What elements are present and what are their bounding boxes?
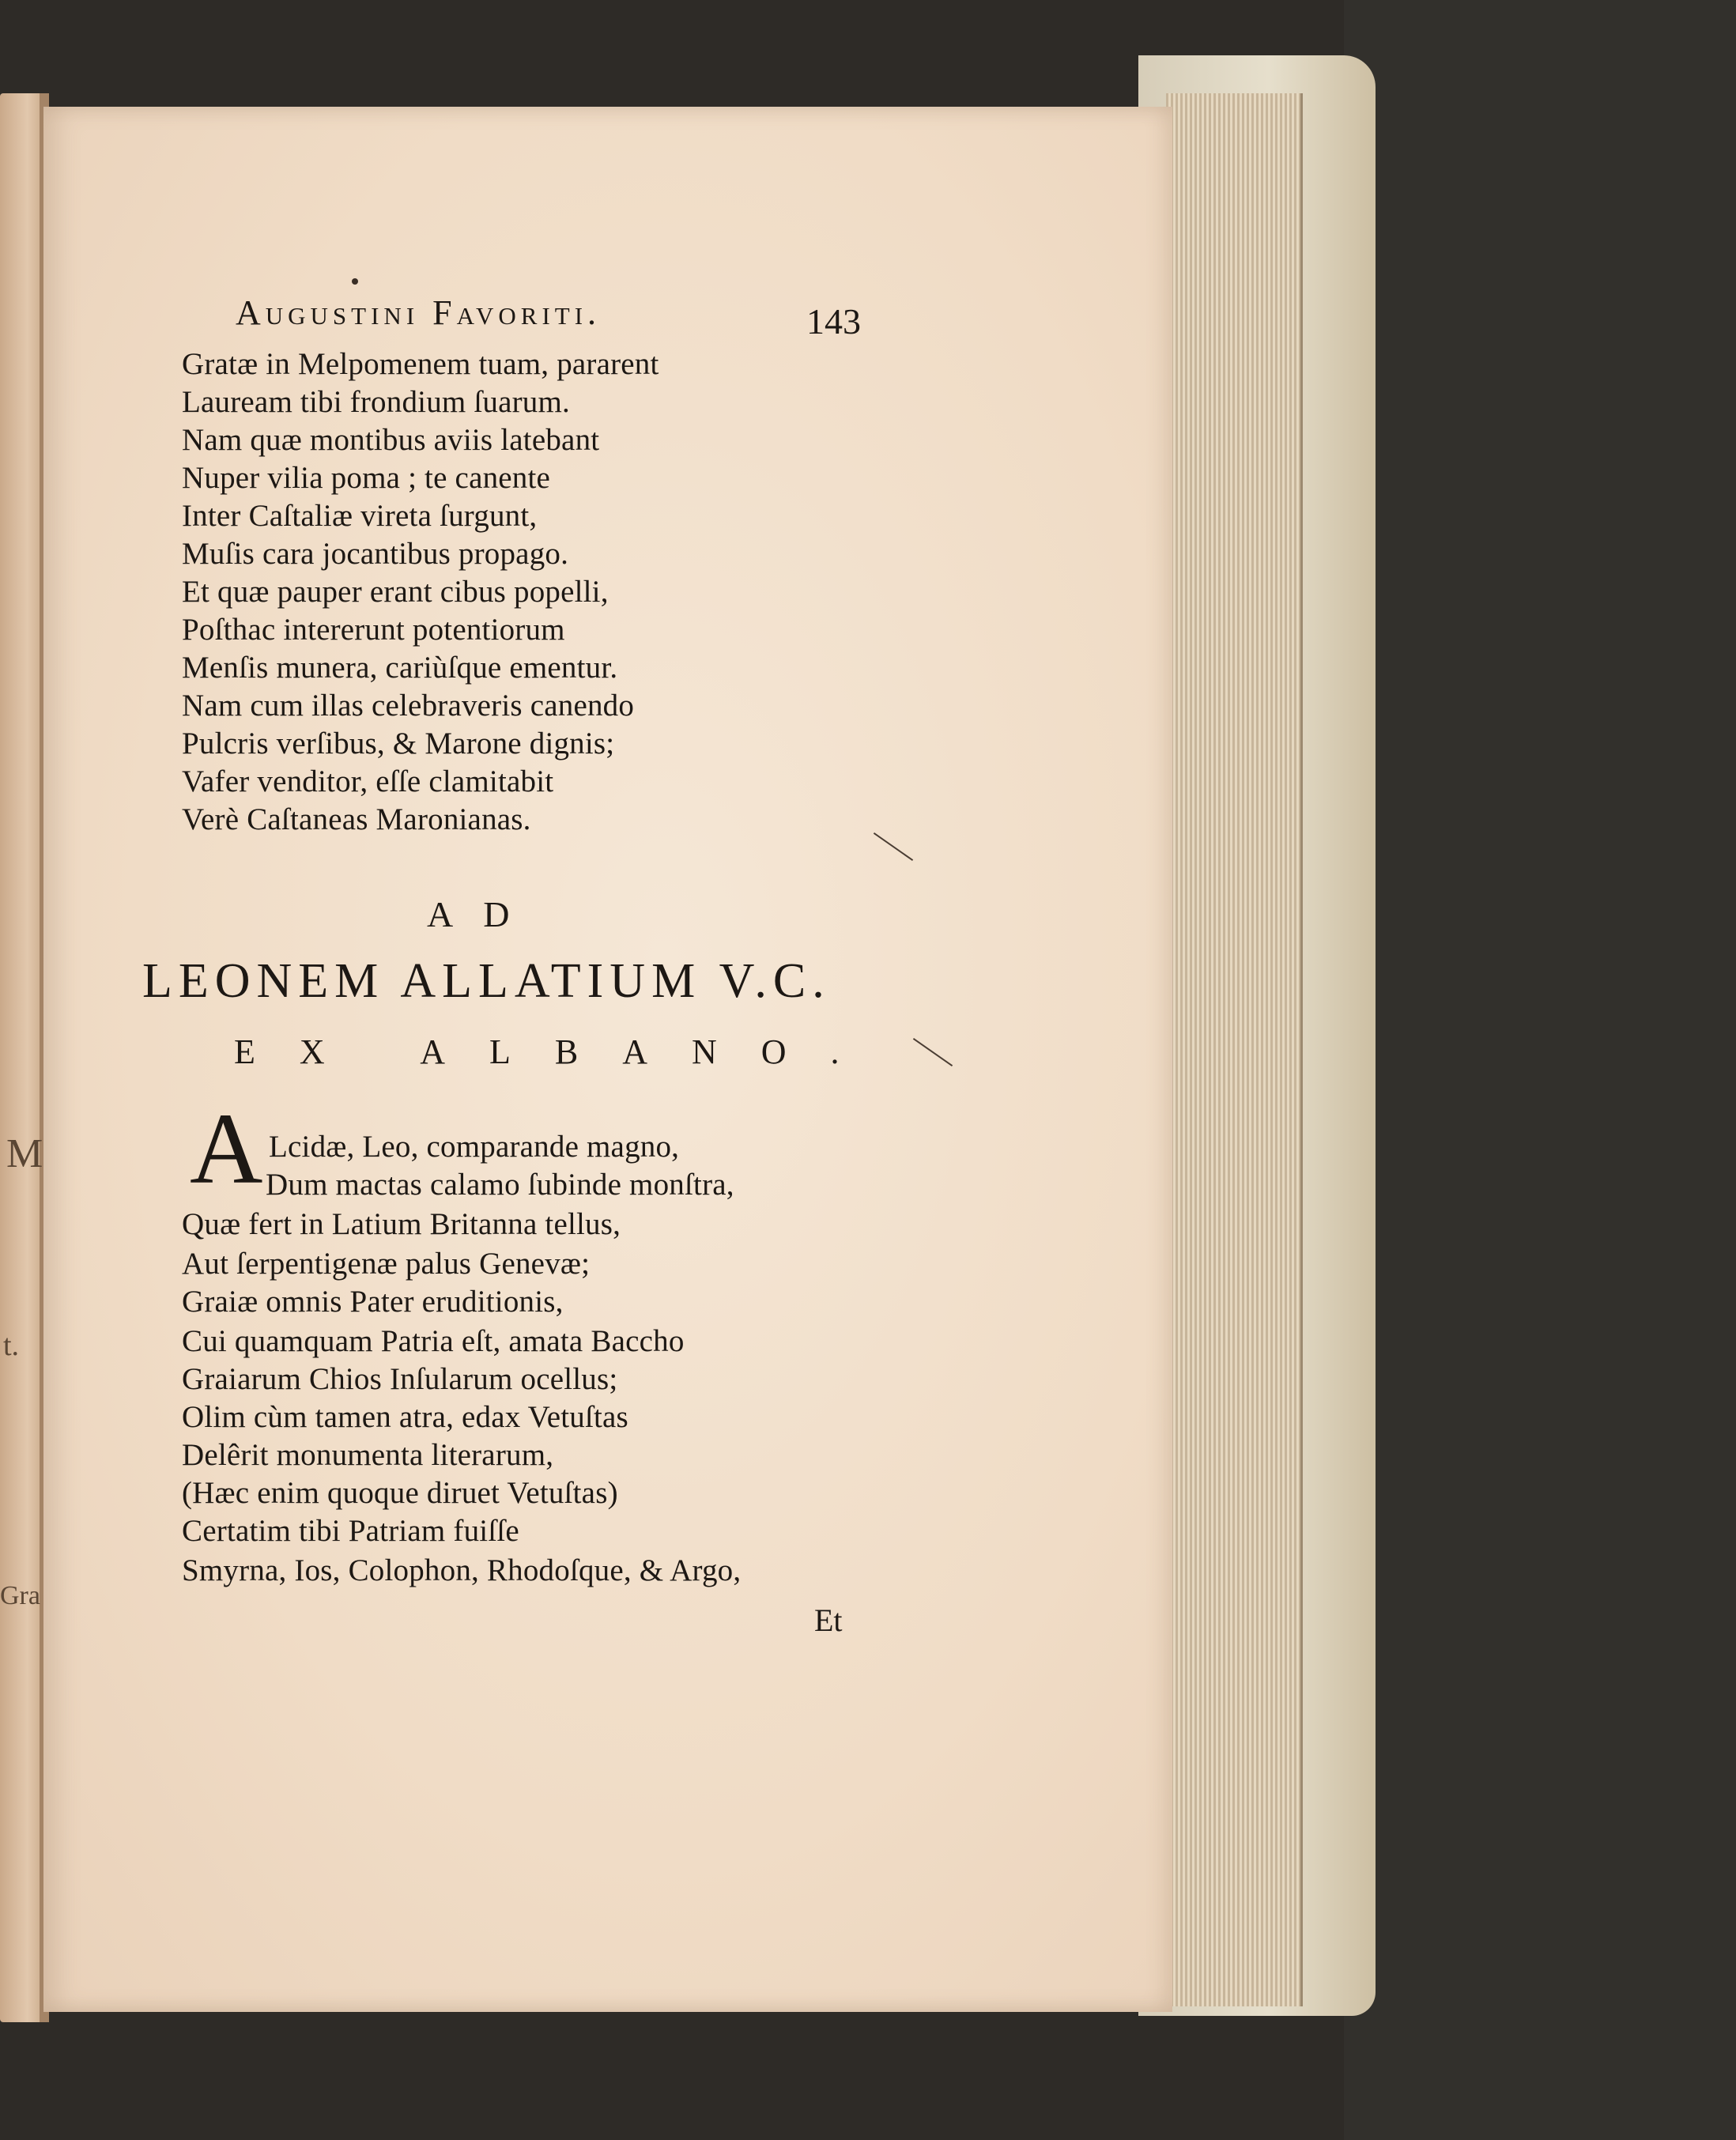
page-number: 143 bbox=[806, 301, 861, 342]
verse-line: Graiæ omnis Pater eruditionis, bbox=[182, 1285, 564, 1319]
background-dark bbox=[1344, 0, 1736, 2140]
verse-line: Certatim tibi Patriam fuiſſe bbox=[182, 1514, 519, 1548]
verse-line: Nuper vilia poma ; te canente bbox=[182, 461, 551, 495]
verse-line: Lauream tibi frondium ſuarum. bbox=[182, 385, 570, 419]
verse-line: Lcidæ, Leo, comparande magno, bbox=[269, 1130, 680, 1164]
verse-line: Gratæ in Melpomenem tuam, pararent bbox=[182, 347, 659, 381]
left-page-fragment: Gra bbox=[0, 1581, 40, 1610]
left-page-fragment: M bbox=[6, 1131, 43, 1176]
verse-line: Olim cùm tamen atra, edax Vetuſtas bbox=[182, 1400, 628, 1434]
verse-line: (Hæc enim quoque diruet Vetuſtas) bbox=[182, 1476, 618, 1510]
poem-heading-title: LEONEM ALLATIUM V.C. bbox=[142, 954, 831, 1008]
drop-cap: A bbox=[190, 1093, 263, 1205]
verse-line: Graiarum Chios Inſularum ocellus; bbox=[182, 1362, 618, 1396]
verse-line: Poſthac intererunt potentiorum bbox=[182, 613, 565, 647]
catchword: Et bbox=[814, 1602, 843, 1638]
verse-line: Nam cum illas celebraveris canendo bbox=[182, 689, 635, 723]
verse-line: Et quæ pauper erant cibus popelli, bbox=[182, 575, 609, 609]
verse-line: Verè Caſtaneas Maronianas. bbox=[182, 802, 531, 836]
page-block-edges bbox=[1166, 93, 1303, 2006]
running-head: Augustini Favoriti. bbox=[236, 293, 602, 332]
verse-line: Muſis cara jocantibus propago. bbox=[182, 537, 569, 571]
verse-line: Nam quæ montibus aviis latebant bbox=[182, 423, 600, 457]
verse-line: Cui quamquam Patria eſt, amata Baccho bbox=[182, 1324, 685, 1358]
ink-dot bbox=[352, 278, 358, 285]
verse-line: Inter Caſtaliæ vireta ſurgunt, bbox=[182, 499, 538, 533]
verse-line: Menſis munera, cariùſque ementur. bbox=[182, 651, 618, 685]
verse-line: Delêrit monumenta literarum, bbox=[182, 1438, 554, 1472]
poem-heading-subtitle: EX ALBANO. bbox=[234, 1032, 884, 1071]
poem-heading-ad: AD bbox=[427, 894, 540, 934]
verse-line: Aut ſerpentigenæ palus Genevæ; bbox=[182, 1247, 591, 1281]
verse-line: Vafer venditor, eſſe clamitabit bbox=[182, 764, 554, 798]
left-page-fragment: t. bbox=[3, 1329, 20, 1362]
verse-line: Dum mactas calamo ſubinde monſtra, bbox=[266, 1168, 734, 1202]
verse-line: Smyrna, Ios, Colophon, Rhodoſque, & Argo, bbox=[182, 1553, 742, 1587]
verse-line: Pulcris verſibus, & Marone dignis; bbox=[182, 727, 615, 761]
verse-line: Quæ fert in Latium Britanna tellus, bbox=[182, 1207, 621, 1241]
